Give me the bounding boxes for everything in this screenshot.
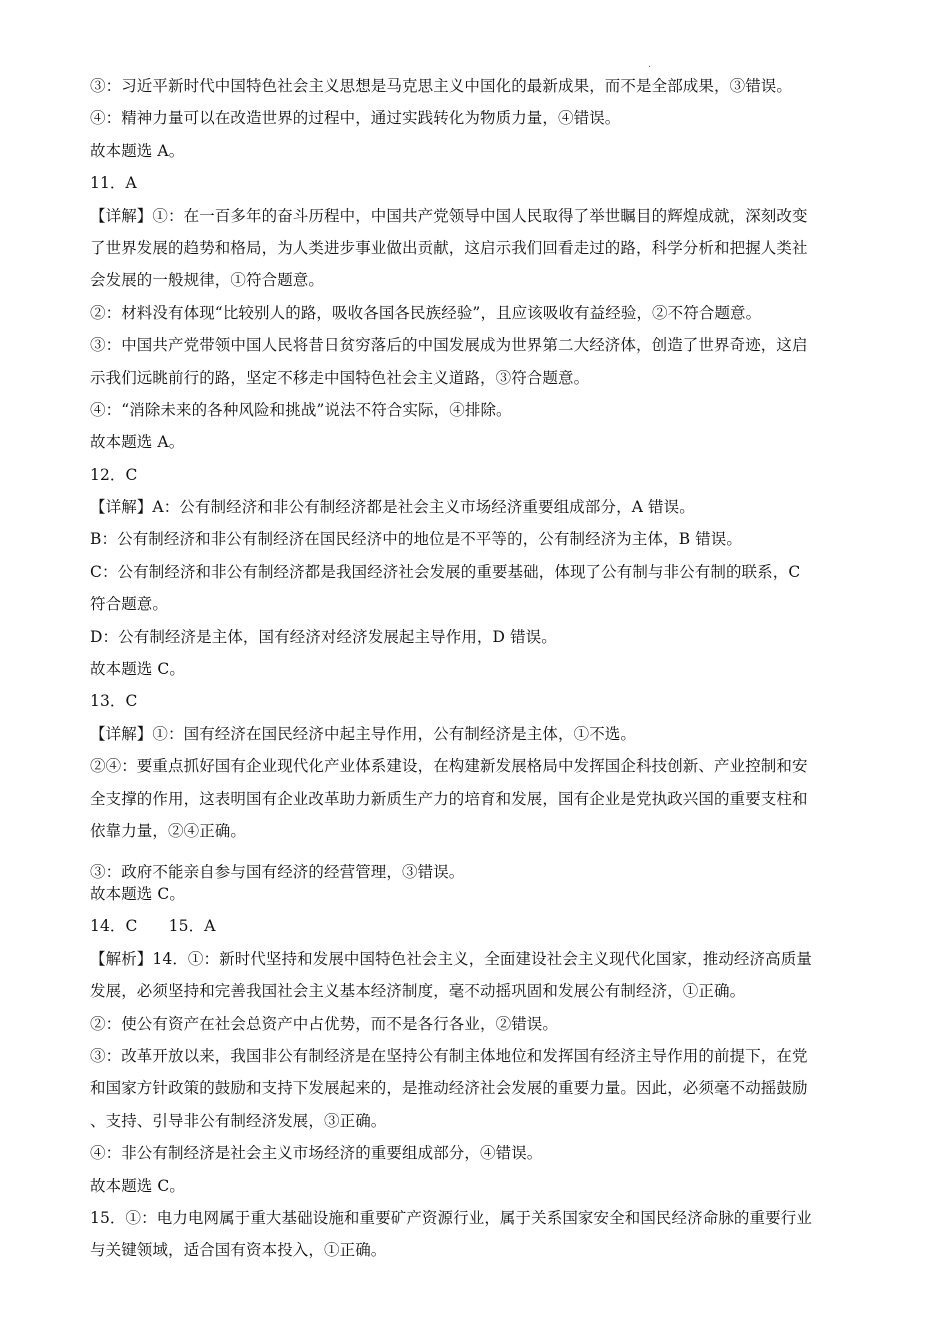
text-line: 示我们远眺前行的路，坚定不移走中国特色社会主义道路，③符合题意。 <box>90 368 590 387</box>
text-line: ③：改革开放以来，我国非公有制经济是在坚持公有制主体地位和发挥国有经济主导作用的前提下，在党 <box>90 1046 808 1065</box>
text-line: ③：习近平新时代中国特色社会主义思想是马克思主义中国化的最新成果，而不是全部成果，③错误。 <box>90 77 793 95</box>
text-line: 依靠力量，②④正确。 <box>90 821 247 840</box>
text-line: 符合题意。 <box>90 595 169 614</box>
text-line: 【详解】A：公有制经济和非公有制经济都是社会主义市场经济重要组成部分，A 错误。 <box>90 498 695 517</box>
text-line: 【详解】①：国有经济在国民经济中起主导作用，公有制经济是主体，①不选。 <box>90 724 637 743</box>
answer-text-body <box>90 76 865 1273</box>
text-line: 和国家方针政策的鼓励和支持下发展起来的，是推动经济社会发展的重要力量。因此，必须毫不动摇鼓励 <box>90 1079 808 1098</box>
question-number: 14．C 15．A <box>90 917 216 936</box>
text-line: ④：“消除未来的各种风险和挑战”说法不符合实际，④排除。 <box>90 400 512 419</box>
text-line: ③：政府不能亲自参与国有经济的经营管理，③错误。 <box>90 862 465 881</box>
text-line: B：公有制经济和非公有制经济在国民经济中的地位是不平等的，公有制经济为主体，B 错误。 <box>90 530 743 549</box>
page-mark: · <box>648 62 652 73</box>
text-line: 与关键领域，适合国有资本投入，①正确。 <box>90 1241 387 1260</box>
text-line: 故本题选 C。 <box>90 660 185 679</box>
text-line: 了世界发展的趋势和格局，为人类进步事业做出贡献，这启示我们回看走过的路，科学分析和把握人类社 <box>90 238 808 257</box>
text-line: 故本题选 C。 <box>90 884 185 903</box>
question-number: 11．A <box>90 174 137 193</box>
text-line: C：公有制经济和非公有制经济都是我国经济社会发展的重要基础，体现了公有制与非公有制的联系，C <box>90 562 801 581</box>
text-line: D：公有制经济是主体，国有经济对经济发展起主导作用，D 错误。 <box>90 627 557 646</box>
text-line: 【解析】14．①：新时代坚持和发展中国特色社会主义，全面建设社会主义现代化国家，推动经济高质量 <box>90 949 812 968</box>
text-line: ④：精神力量可以在改造世界的过程中，通过实践转化为物质力量，④错误。 <box>90 109 621 128</box>
text-line: ②：材料没有体现“比较别人的路，吸收各国各民族经验”，且应该吸收有益经验，②不符合题意。 <box>90 303 762 322</box>
text-line: ④：非公有制经济是社会主义市场经济的重要组成部分，④错误。 <box>90 1144 543 1163</box>
text-line: ②④：要重点抓好国有企业现代化产业体系建设，在构建新发展格局中发挥国企科技创新、产业控制和安 <box>90 757 808 776</box>
question-number: 13．C <box>90 692 138 711</box>
text-line: 发展，必须坚持和完善我国社会主义基本经济制度，毫不动摇巩固和发展公有制经济，①正确。 <box>90 982 746 1001</box>
text-line: 【详解】①：在一百多年的奋斗历程中，中国共产党领导中国人民取得了举世瞩目的辉煌成就，深刻改变 <box>90 206 808 225</box>
text-line: 故本题选 A。 <box>90 433 185 452</box>
text-line: 故本题选 A。 <box>90 141 185 160</box>
question-number: 12．C <box>90 465 138 484</box>
text-line: 15．①：电力电网属于重大基础设施和重要矿产资源行业，属于关系国家安全和国民经济命脉的重要行业 <box>90 1208 812 1227</box>
text-line: 、支持、引导非公有制经济发展，③正确。 <box>90 1111 387 1130</box>
text-line: 会发展的一般规律，①符合题意。 <box>90 271 325 290</box>
text-line: 全支撑的作用，这表明国有企业改革助力新质生产力的培育和发展，国有企业是党执政兴国的重要支柱和 <box>90 789 808 808</box>
text-line: ②：使公有资产在社会总资产中占优势，而不是各行各业，②错误。 <box>90 1014 559 1033</box>
text-line: ③：中国共产党带领中国人民将昔日贫穷落后的中国发展成为世界第二大经济体，创造了世界奇迹，这启 <box>90 336 808 355</box>
text-line: 故本题选 C。 <box>90 1176 185 1195</box>
